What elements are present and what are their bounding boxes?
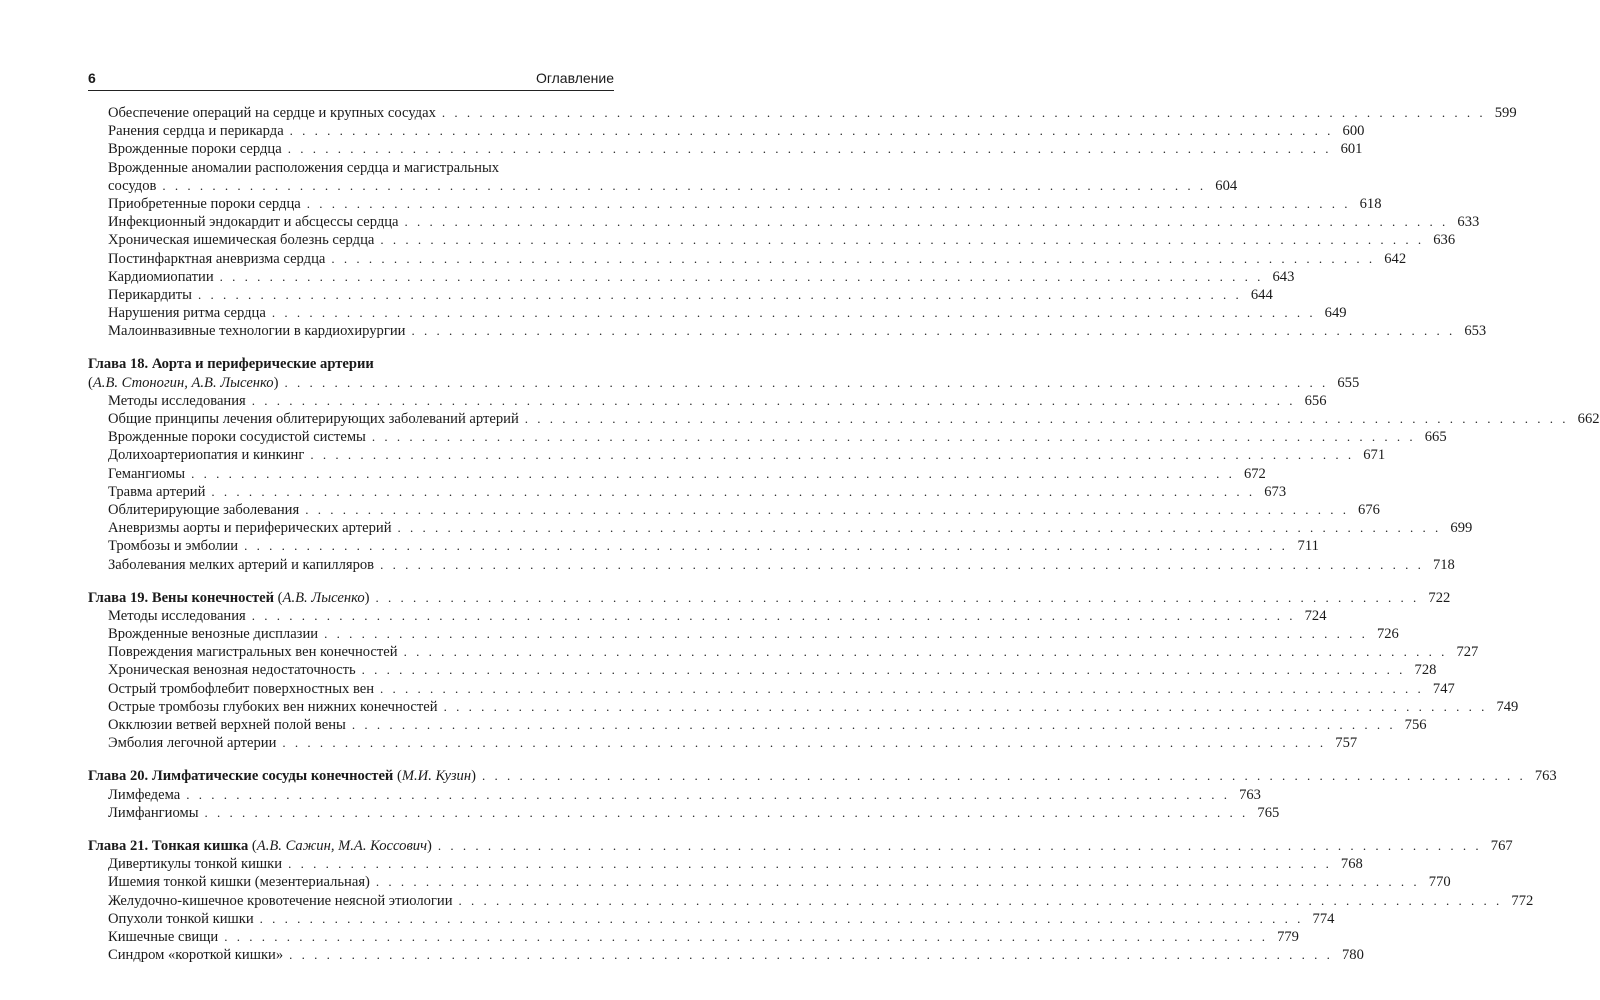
toc-entry-page: 642	[1384, 250, 1407, 267]
toc-entry	[88, 734, 1358, 752]
toc-entry-label: Методы исследования	[108, 392, 246, 409]
toc-entry-page: 727	[1456, 644, 1479, 661]
toc-entry	[88, 465, 1266, 483]
toc-entry	[88, 231, 1456, 249]
toc-entry-label: Приобретенные пороки сердца	[108, 195, 301, 212]
chapter-page: 763	[1534, 768, 1557, 785]
toc-entry-label: Гемангиомы	[108, 465, 186, 482]
toc-entry-page: 756	[1404, 717, 1427, 733]
toc-entry-page: 726	[1376, 626, 1399, 643]
toc-entry	[88, 177, 1238, 195]
toc-entry-label: Хроническая ишемическая болезнь сердца	[108, 232, 375, 249]
toc-entry	[88, 122, 1365, 140]
dot-leader: . . . . . . . . . . . . . . . . . . . . . . . . . . . . . . . . . . . . . . . . . . . . . . . . . . . . . . . . . . . . . . . . . . . . . . . . . . . . . . . . . . . .	[481, 768, 1526, 784]
toc-entry-label: Травма артерий	[108, 483, 206, 500]
dot-leader: . . . . . . . . . . . . . . . . . . . . . . . . . . . . . . . . . . . . . . . . . . . . . . . . . . . . . . . . . . . . . . . . . . . . . . . . . . . . . . . . . . . .	[287, 141, 1332, 157]
dot-leader: . . . . . . . . . . . . . . . . . . . . . . . . . . . . . . . . . . . . . . . . . . . . . . . . . . . . . . . . . . . . . . . . . . . . . . . . . . . . . . . . . . . .	[371, 429, 1416, 445]
toc-entry-page: 763	[1239, 786, 1261, 803]
chapter-authors-line	[88, 374, 1360, 392]
chapter-authors: М.И. Кузин	[401, 768, 472, 785]
toc-entry-page: 673	[1264, 483, 1287, 500]
toc-entry-label: Малоинвазивные технологии в кардиохирургии	[108, 323, 406, 340]
toc-entry	[88, 537, 1319, 555]
dot-leader: . . . . . . . . . . . . . . . . . . . . . . . . . . . . . . . . . . . . . . . . . . . . . . . . . . . . . . . . . . . . . . . . . . . . . . . . . . . . . . . . . . . .	[224, 928, 1268, 944]
dot-leader: . . . . . . . . . . . . . . . . . . . . . . . . . . . . . . . . . . . . . . . . . . . . . . . . . . . . . . . . . . . . . . . . . . . . . . . . . . . . . . . . . . . .	[524, 411, 1569, 426]
toc-entry-page: 649	[1324, 305, 1347, 322]
table-of-contents	[88, 104, 1600, 964]
toc-entry-label: Лимфедема	[108, 786, 181, 803]
chapter-authors: А.В. Лысенко	[282, 589, 365, 606]
dot-leader: . . . . . . . . . . . . . . . . . . . . . . . . . . . . . . . . . . . . . . . . . . . . . . . . . . . . . . . . . . . . . . . . . . . . . . . . . . . . . . . . . . . .	[375, 589, 1420, 605]
chapter-19	[88, 589, 1519, 753]
toc-entry-label: Долихоартериопатия и кинкинг	[108, 447, 305, 464]
toc-entry-page: 757	[1335, 735, 1358, 752]
toc-entry-page: 774	[1312, 910, 1335, 927]
toc-entry	[88, 304, 1347, 322]
toc-entry	[88, 428, 1447, 446]
toc-entry	[88, 680, 1455, 698]
chapter-title: Глава 20. Лимфатические сосуды конечностей	[88, 768, 394, 785]
toc-entry-page: 636	[1433, 232, 1456, 249]
toc-entry	[88, 268, 1295, 286]
toc-entry	[88, 910, 1335, 928]
toc-entry	[88, 519, 1473, 537]
chapter-heading-line	[88, 767, 1557, 785]
chapter-page: 722	[1428, 589, 1451, 606]
toc-entry-label: Опухоли тонкой кишки	[108, 910, 254, 927]
toc-entry-label: Инфекционный эндокардит и абсцессы сердца	[108, 214, 399, 231]
toc-entry-label: Ишемия тонкой кишки (мезентериальная)	[108, 874, 370, 891]
dot-leader: . . . . . . . . . . . . . . . . . . . . . . . . . . . . . . . . . . . . . . . . . . . . . . . . . . . . . . . . . . . . . . . . . . . . . . . . . . . . . . . . . . . .	[310, 447, 1355, 463]
toc-group-cardiac	[88, 104, 1517, 340]
chapter-heading-line	[88, 837, 1513, 855]
toc-entry	[88, 104, 1517, 122]
dot-leader: . . . . . . . . . . . . . . . . . . . . . . . . . . . . . . . . . . . . . . . . . . . . . . . . . . . . . . . . . . . . . . . . . . . . . . . . . . . . . . . . . . . .	[351, 717, 1396, 732]
toc-entry-label: Желудочно-кишечное кровотечение неясной этиологии	[108, 892, 453, 909]
dot-leader: . . . . . . . . . . . . . . . . . . . . . . . . . . . . . . . . . . . . . . . . . . . . . . . . . . . . . . . . . . . . . . . . . . . . . . . . . . . . . . . . . . . .	[251, 607, 1296, 623]
chapter-title: Глава 18. Аорта и периферические артерии	[88, 356, 374, 373]
toc-entry-label: Перикардиты	[108, 286, 192, 303]
chapter-heading: Глава 20. Лимфатические сосуды конечностей (М.И. Кузин)	[88, 768, 476, 785]
dot-leader: . . . . . . . . . . . . . . . . . . . . . . . . . . . . . . . . . . . . . . . . . . . . . . . . . . . . . . . . . . . . . . . . . . . . . . . . . . . . . . . . . . . .	[162, 177, 1207, 193]
toc-entry-label-line1: Врожденные аномалии расположения сердца и магистральных	[108, 159, 500, 176]
dot-leader: . . . . . . . . . . . . . . . . . . . . . . . . . . . . . . . . . . . . . . . . . . . . . . . . . . . . . . . . . . . . . . . . . . . . . . . . . . . . . . . . . . . .	[191, 465, 1235, 481]
toc-entry	[88, 928, 1299, 946]
dot-leader: . . . . . . . . . . . . . . . . . . . . . . . . . . . . . . . . . . . . . . . . . . . . . . . . . . . . . . . . . . . . . . . . . . . . . . . . . . . . . . . . . . . .	[289, 123, 1334, 139]
dot-leader: . . . . . . . . . . . . . . . . . . . . . . . . . . . . . . . . . . . . . . . . . . . . . . . . . . . . . . . . . . . . . . . . . . . . . . . . . . . . . . . . . . . .	[458, 892, 1503, 908]
dot-leader: . . . . . . . . . . . . . . . . . . . . . . . . . . . . . . . . . . . . . . . . . . . . . . . . . . . . . . . . . . . . . . . . . . . . . . . . . . . . . . . . . . . .	[288, 856, 1332, 872]
toc-entry-page: 747	[1432, 680, 1455, 697]
toc-entry-page: 604	[1215, 177, 1238, 194]
toc-entry-page: 749	[1496, 698, 1519, 715]
chapter-title: Глава 19. Вены конечностей	[88, 589, 275, 606]
dot-leader: . . . . . . . . . . . . . . . . . . . . . . . . . . . . . . . . . . . . . . . . . . . . . . . . . . . . . . . . . . . . . . . . . . . . . . . . . . . . . . . . . . . .	[306, 195, 1351, 211]
dot-leader: . . . . . . . . . . . . . . . . . . . . . . . . . . . . . . . . . . . . . . . . . . . . . . . . . . . . . . . . . . . . . . . . . . . . . . . . . . . . . . . . . . . .	[380, 556, 1424, 572]
toc-entry-page: 672	[1243, 465, 1266, 482]
toc-entry	[88, 946, 1364, 964]
toc-entry	[88, 392, 1327, 410]
toc-entry	[88, 716, 1427, 734]
toc-entry	[88, 786, 1261, 804]
toc-entry-page: 599	[1494, 105, 1517, 121]
toc-entry	[88, 140, 1363, 158]
dot-leader: . . . . . . . . . . . . . . . . . . . . . . . . . . . . . . . . . . . . . . . . . . . . . . . . . . . . . . . . . . . . . . . . . . . . . . . . . . . . . . . . . . . .	[397, 520, 1442, 536]
dot-leader: . . . . . . . . . . . . . . . . . . . . . . . . . . . . . . . . . . . . . . . . . . . . . . . . . . . . . . . . . . . . . . . . . . . . . . . . . . . . . . . . . . . .	[324, 626, 1368, 642]
toc-entry	[88, 892, 1534, 910]
dot-leader: . . . . . . . . . . . . . . . . . . . . . . . . . . . . . . . . . . . . . . . . . . . . . . . . . . . . . . . . . . . . . . . . . . . . . . . . . . . . . . . . . . . .	[259, 910, 1304, 926]
toc-entry	[88, 855, 1363, 873]
toc-entry-label: Ранения сердца и перикарда	[108, 123, 284, 140]
dot-leader: . . . . . . . . . . . . . . . . . . . . . . . . . . . . . . . . . . . . . . . . . . . . . . . . . . . . . . . . . . . . . . . . . . . . . . . . . . . . . . . . . . . .	[244, 538, 1288, 554]
toc-entry-label: Обеспечение операций на сердце и крупных сосудах	[108, 105, 436, 121]
toc-entry-label: Кишечные свищи	[108, 928, 219, 945]
dot-leader: . . . . . . . . . . . . . . . . . . . . . . . . . . . . . . . . . . . . . . . . . . . . . . . . . . . . . . . . . . . . . . . . . . . . . . . . . . . . . . . . . . . .	[219, 268, 1264, 284]
dot-leader: . . . . . . . . . . . . . . . . . . . . . . . . . . . . . . . . . . . . . . . . . . . . . . . . . . . . . . . . . . . . . . . . . . . . . . . . . . . . . . . . . . . .	[411, 323, 1456, 339]
toc-entry-label: Острый тромбофлебит поверхностных вен	[108, 680, 375, 697]
toc-entry-label: Постинфарктная аневризма сердца	[108, 250, 326, 267]
toc-entry-page: 724	[1304, 607, 1327, 624]
dot-leader: . . . . . . . . . . . . . . . . . . . . . . . . . . . . . . . . . . . . . . . . . . . . . . . . . . . . . . . . . . . . . . . . . . . . . . . . . . . . . . . . . . . .	[186, 786, 1230, 802]
toc-entry	[88, 607, 1327, 625]
toc-entry-label: Врожденные пороки сердца	[108, 141, 282, 158]
toc-entry-page: 633	[1457, 214, 1480, 231]
toc-entry-page: 772	[1511, 892, 1534, 909]
toc-entry	[88, 286, 1273, 304]
toc-entry-page: 600	[1342, 123, 1365, 140]
toc-entry-label: Тромбозы и эмболии	[108, 538, 239, 555]
toc-entry-page: 671	[1363, 447, 1386, 464]
toc-entry	[88, 698, 1519, 716]
dot-leader: . . . . . . . . . . . . . . . . . . . . . . . . . . . . . . . . . . . . . . . . . . . . . . . . . . . . . . . . . . . . . . . . . . . . . . . . . . . . . . . . . . . .	[375, 874, 1420, 890]
toc-entry-label: Аневризмы аорты и периферических артерий	[108, 520, 392, 537]
dot-leader: . . . . . . . . . . . . . . . . . . . . . . . . . . . . . . . . . . . . . . . . . . . . . . . . . . . . . . . . . . . . . . . . . . . . . . . . . . . . . . . . . . . .	[404, 214, 1449, 230]
dot-leader: . . . . . . . . . . . . . . . . . . . . . . . . . . . . . . . . . . . . . . . . . . . . . . . . . . . . . . . . . . . . . . . . . . . . . . . . . . . . . . . . . . . .	[361, 662, 1406, 678]
toc-entry	[88, 804, 1280, 822]
chapter-heading: Глава 21. Тонкая кишка (А.В. Сажин, М.А. Коссович)	[88, 837, 432, 854]
toc-entry-page: 662	[1577, 411, 1600, 427]
chapter-heading-line	[88, 589, 1451, 607]
toc-entry-label: Эмболия легочной артерии	[108, 735, 277, 752]
toc-entry	[88, 410, 1600, 428]
toc-entry	[88, 483, 1287, 501]
page-number: 6	[88, 70, 96, 86]
toc-entry-label: Методы исследования	[108, 607, 246, 624]
chapter-20	[88, 767, 1557, 822]
toc-entry-label: Дивертикулы тонкой кишки	[108, 856, 283, 873]
toc-entry-page: 676	[1358, 501, 1380, 518]
toc-entry-label: Врожденные пороки сосудистой системы	[108, 429, 366, 446]
toc-entry	[88, 322, 1487, 340]
dot-leader: . . . . . . . . . . . . . . . . . . . . . . . . . . . . . . . . . . . . . . . . . . . . . . . . . . . . . . . . . . . . . . . . . . . . . . . . . . . . . . . . . . . .	[380, 232, 1425, 248]
toc-entry-page: 711	[1297, 538, 1319, 555]
toc-entry-label: Лимфангиомы	[108, 804, 199, 821]
chapter-page: 655	[1337, 374, 1360, 391]
toc-entry-page: 656	[1304, 392, 1327, 409]
toc-entry-page: 643	[1272, 268, 1295, 285]
toc-entry	[88, 625, 1399, 643]
chapter-21	[88, 837, 1534, 964]
chapter-authors: (А.В. Стоногин, А.В. Лысенко)	[88, 374, 279, 391]
dot-leader: . . . . . . . . . . . . . . . . . . . . . . . . . . . . . . . . . . . . . . . . . . . . . . . . . . . . . . . . . . . . . . . . . . . . . . . . . . . . . . . . . . . .	[403, 644, 1448, 660]
chapter-heading: Глава 19. Вены конечностей (А.В. Лысенко)	[88, 589, 370, 606]
running-header	[88, 64, 614, 91]
dot-leader: . . . . . . . . . . . . . . . . . . . . . . . . . . . . . . . . . . . . . . . . . . . . . . . . . . . . . . . . . . . . . . . . . . . . . . . . . . . . . . . . . . . .	[289, 947, 1333, 963]
toc-entry	[88, 213, 1480, 231]
toc-entry-page: 779	[1277, 928, 1299, 945]
toc-entry-label: Врожденные венозные дисплазии	[108, 626, 319, 643]
toc-entry	[88, 195, 1382, 213]
toc-entry-page: 665	[1424, 429, 1447, 446]
chapter-18	[88, 355, 1600, 573]
dot-leader: . . . . . . . . . . . . . . . . . . . . . . . . . . . . . . . . . . . . . . . . . . . . . . . . . . . . . . . . . . . . . . . . . . . . . . . . . . . . . . . . . . . .	[211, 483, 1256, 499]
toc-entry-label: Нарушения ритма сердца	[108, 305, 266, 322]
toc-entry-page: 699	[1450, 520, 1473, 537]
toc-entry-page: 728	[1414, 662, 1437, 679]
dot-leader: . . . . . . . . . . . . . . . . . . . . . . . . . . . . . . . . . . . . . . . . . . . . . . . . . . . . . . . . . . . . . . . . . . . . . . . . . . . . . . . . . . . .	[198, 286, 1242, 302]
toc-entry-page: 718	[1432, 556, 1455, 573]
toc-entry-label: Острые тромбозы глубоких вен нижних конечностей	[108, 698, 438, 715]
dot-leader: . . . . . . . . . . . . . . . . . . . . . . . . . . . . . . . . . . . . . . . . . . . . . . . . . . . . . . . . . . . . . . . . . . . . . . . . . . . . . . . . . . . .	[443, 698, 1488, 714]
toc-entry-page: 765	[1257, 804, 1280, 821]
toc-entry-page: 768	[1340, 856, 1363, 873]
chapter-page: 767	[1490, 837, 1513, 854]
dot-leader: . . . . . . . . . . . . . . . . . . . . . . . . . . . . . . . . . . . . . . . . . . . . . . . . . . . . . . . . . . . . . . . . . . . . . . . . . . . . . . . . . . . .	[441, 105, 1486, 120]
toc-entry-label: Синдром «короткой кишки»	[108, 947, 284, 964]
dot-leader: . . . . . . . . . . . . . . . . . . . . . . . . . . . . . . . . . . . . . . . . . . . . . . . . . . . . . . . . . . . . . . . . . . . . . . . . . . . . . . . . . . . .	[204, 804, 1249, 820]
toc-entry-label-line2: сосудов	[108, 177, 157, 194]
dot-leader: . . . . . . . . . . . . . . . . . . . . . . . . . . . . . . . . . . . . . . . . . . . . . . . . . . . . . . . . . . . . . . . . . . . . . . . . . . . . . . . . . . . .	[251, 392, 1296, 408]
toc-entry-page: 653	[1464, 323, 1487, 340]
toc-entry	[88, 556, 1455, 574]
toc-entry	[88, 446, 1386, 464]
section-title: Оглавление	[535, 70, 614, 86]
toc-entry-page: 780	[1342, 947, 1364, 964]
chapter-authors: А.В. Сажин, М.А. Коссович	[256, 837, 428, 854]
dot-leader: . . . . . . . . . . . . . . . . . . . . . . . . . . . . . . . . . . . . . . . . . . . . . . . . . . . . . . . . . . . . . . . . . . . . . . . . . . . . . . . . . . . .	[282, 735, 1327, 751]
toc-entry-page: 644	[1250, 286, 1273, 303]
toc-entry-label: Общие принципы лечения облитерирующих заболеваний артерий	[108, 411, 519, 427]
toc-entry	[88, 643, 1479, 661]
toc-entry	[88, 661, 1437, 679]
toc-entry-label: Хроническая венозная недостаточность	[108, 662, 356, 679]
dot-leader: . . . . . . . . . . . . . . . . . . . . . . . . . . . . . . . . . . . . . . . . . . . . . . . . . . . . . . . . . . . . . . . . . . . . . . . . . . . . . . . . . . . .	[284, 374, 1329, 390]
chapter-title: Глава 21. Тонкая кишка	[88, 837, 249, 854]
dot-leader: . . . . . . . . . . . . . . . . . . . . . . . . . . . . . . . . . . . . . . . . . . . . . . . . . . . . . . . . . . . . . . . . . . . . . . . . . . . . . . . . . . . .	[331, 250, 1376, 266]
dot-leader: . . . . . . . . . . . . . . . . . . . . . . . . . . . . . . . . . . . . . . . . . . . . . . . . . . . . . . . . . . . . . . . . . . . . . . . . . . . . . . . . . . . .	[380, 680, 1424, 696]
toc-entry	[88, 250, 1407, 268]
toc-entry-label: Повреждения магистральных вен конечностей	[108, 644, 398, 661]
dot-leader: . . . . . . . . . . . . . . . . . . . . . . . . . . . . . . . . . . . . . . . . . . . . . . . . . . . . . . . . . . . . . . . . . . . . . . . . . . . . . . . . . . . .	[271, 305, 1316, 321]
toc-entry-label: Заболевания мелких артерий и капилляров	[108, 556, 375, 573]
toc-entry	[88, 873, 1451, 891]
toc-entry-page: 601	[1340, 141, 1363, 158]
dot-leader: . . . . . . . . . . . . . . . . . . . . . . . . . . . . . . . . . . . . . . . . . . . . . . . . . . . . . . . . . . . . . . . . . . . . . . . . . . . . . . . . . . . .	[437, 837, 1482, 853]
toc-entry-page: 770	[1428, 874, 1451, 891]
dot-leader: . . . . . . . . . . . . . . . . . . . . . . . . . . . . . . . . . . . . . . . . . . . . . . . . . . . . . . . . . . . . . . . . . . . . . . . . . . . . . . . . . . . .	[305, 501, 1349, 517]
toc-entry-page: 618	[1359, 195, 1382, 212]
toc-entry-label: Облитерирующие заболевания	[108, 501, 300, 518]
toc-entry-label: Кардиомиопатии	[108, 268, 214, 285]
toc-entry	[88, 501, 1380, 519]
toc-entry-label: Окклюзии ветвей верхней полой вены	[108, 717, 346, 733]
